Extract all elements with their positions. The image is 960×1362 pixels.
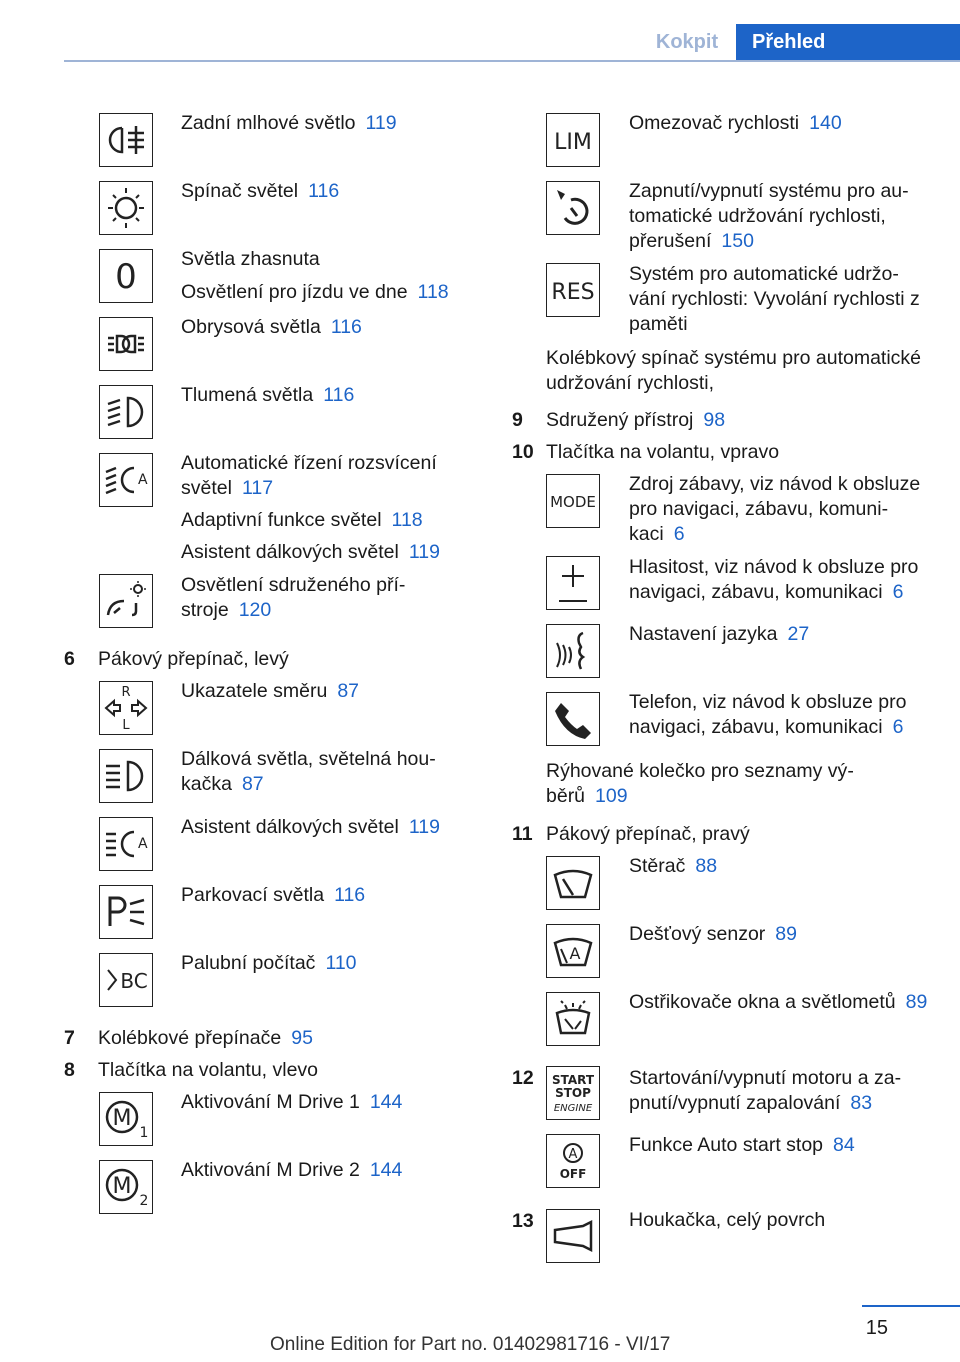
page-number: 15	[865, 1317, 888, 1339]
entry-horn: Houkačka, celý povrch	[629, 1209, 826, 1231]
speed-limiter-icon	[546, 113, 600, 167]
header-divider	[64, 60, 960, 62]
high-beam-assist-icon	[99, 817, 153, 871]
auto-headlight-icon	[99, 453, 153, 507]
entry-rear-fog: Zadní mlhové světlo 119	[181, 112, 397, 134]
entry-auto-headlight: Automatické řízení rozsvícení světel 117	[181, 452, 437, 499]
section-number: 12	[512, 1067, 534, 1089]
entry-volume: Hlasitost, viz návod k obsluze pro navigaci, zábavu, komunikaci 6	[629, 556, 919, 603]
page-ref[interactable]: 87	[241, 773, 264, 795]
entry-start-stop: Startování/vypnutí motoru a zapnutí/vypnutí zapalování 83	[629, 1067, 902, 1114]
page-ref[interactable]: 119	[365, 112, 397, 134]
page-ref[interactable]: 95	[291, 1027, 313, 1049]
rain-sensor-icon	[546, 924, 600, 978]
page-ref[interactable]: 140	[809, 112, 842, 134]
svg-text:MODE: MODE	[550, 493, 596, 511]
svg-text:STOP: STOP	[555, 1086, 591, 1100]
rear-fog-light-icon	[99, 113, 153, 167]
entry-lights-off: Světla zhasnuta	[181, 248, 320, 270]
page-ref[interactable]: 6	[892, 716, 904, 738]
page-ref[interactable]: 120	[238, 599, 272, 621]
entry-wiper: Stěrač 88	[629, 855, 718, 877]
svg-text:A: A	[138, 472, 148, 488]
cruise-control-icon	[546, 181, 600, 235]
page-ref[interactable]: 144	[369, 1159, 403, 1181]
board-computer-icon	[99, 953, 153, 1007]
start-stop-icon	[546, 1066, 600, 1120]
entry-thumbwheel: Rýhované kolečko pro seznamy výběrů 109	[546, 760, 854, 807]
light-switch-icon	[99, 181, 153, 235]
page-ref[interactable]: 116	[323, 384, 355, 406]
page-ref[interactable]: 6	[892, 581, 904, 603]
phone-icon	[546, 692, 600, 746]
svg-text:START: START	[551, 1073, 595, 1087]
page-ref[interactable]: 109	[595, 785, 628, 807]
entry-parking-lights-2: Parkovací světla 116	[181, 884, 366, 906]
page-ref[interactable]: 89	[775, 923, 797, 945]
page-ref[interactable]: 119	[408, 541, 440, 563]
section-title-rocker-switches: Kolébkové přepínače 95	[98, 1027, 313, 1049]
section-number: 9	[512, 409, 523, 431]
svg-text:A: A	[138, 836, 148, 852]
voice-command-icon	[546, 624, 600, 678]
mode-icon	[546, 474, 600, 528]
page-ref[interactable]: 116	[308, 180, 340, 202]
page-ref[interactable]: 89	[905, 991, 928, 1013]
entry-turn-signals: Ukazatele směru 87	[181, 680, 360, 702]
entry-daytime-lights: Osvětlení pro jízdu ve dne 118	[181, 281, 449, 303]
m-drive-1-icon	[99, 1092, 153, 1146]
entry-cruise-control: Zapnutí/vypnutí systému pro automatické udržování rychlosti, přerušení 150	[629, 180, 909, 252]
svg-text:M: M	[112, 1106, 132, 1131]
edition-note: Online Edition for Part no. 01402981716 - VI/17	[270, 1334, 671, 1355]
page-ref[interactable]: 83	[850, 1092, 873, 1114]
page-ref[interactable]: 117	[241, 477, 274, 499]
section-title-left-wheel-buttons: Tlačítka na volantu, vlevo	[98, 1059, 319, 1081]
header-nav	[638, 24, 960, 61]
page-ref[interactable]: 98	[703, 409, 726, 431]
entry-entertainment-source: Zdroj zábavy, viz návod k obsluze pro navigaci, zábavu, komunikaci 6	[629, 473, 921, 545]
svg-text:0: 0	[115, 257, 137, 297]
page-ref[interactable]: 116	[334, 884, 366, 906]
page-ref[interactable]: 88	[695, 855, 718, 877]
entry-instrument-lighting: Osvětlení sdruženého přístroje 120	[181, 574, 406, 621]
svg-text:A: A	[568, 1147, 578, 1162]
low-beam-icon	[99, 385, 153, 439]
svg-text:LIM: LIM	[554, 130, 592, 155]
svg-text:A: A	[569, 944, 581, 963]
entry-m-drive-2: Aktivování M Drive 2 144	[181, 1159, 403, 1181]
page-ref[interactable]: 144	[369, 1091, 403, 1113]
page-ref[interactable]: 119	[408, 816, 440, 838]
section-number: 10	[512, 441, 534, 463]
wiper-icon	[546, 856, 600, 910]
auto-start-stop-icon	[546, 1134, 600, 1188]
section-number: 11	[512, 823, 533, 845]
section-number: 13	[512, 1210, 534, 1232]
page-ref[interactable]: 118	[417, 281, 449, 303]
entry-auto-start-stop: Funkce Auto start stop 84	[629, 1134, 855, 1156]
tab-prehled[interactable]: Přehled	[736, 24, 960, 61]
footer-divider	[862, 1305, 960, 1307]
page-ref[interactable]: 27	[787, 623, 810, 645]
high-beam-icon	[99, 749, 153, 803]
page-ref[interactable]: 110	[325, 952, 357, 974]
entry-speed-limiter: Omezovač rychlosti 140	[629, 112, 842, 134]
entry-voice-command: Nastavení jazyka 27	[629, 623, 810, 645]
section-number: 8	[64, 1059, 75, 1081]
horn-icon	[546, 1209, 600, 1263]
page-ref[interactable]: 116	[330, 316, 362, 338]
washer-icon	[546, 992, 600, 1046]
entry-m-drive-1: Aktivování M Drive 1 144	[181, 1091, 403, 1113]
svg-text:ENGINE: ENGINE	[553, 1103, 593, 1114]
svg-text:BC: BC	[120, 969, 148, 993]
page-ref[interactable]: 150	[721, 230, 754, 252]
section-title-right-lever: Pákový přepínač, pravý	[546, 823, 750, 845]
page-ref[interactable]: 118	[391, 509, 423, 531]
section-title-right-wheel-buttons: Tlačítka na volantu, vpravo	[546, 441, 780, 463]
page-ref[interactable]: 87	[337, 680, 360, 702]
section-title-instrument-cluster: Sdružený přístroj 98	[546, 409, 726, 431]
page-ref[interactable]: 6	[673, 523, 685, 545]
entry-high-beam: Dálková světla, světelná houkačka 87	[181, 748, 436, 795]
section-title-left-lever: Pákový přepínač, levý	[98, 648, 289, 670]
volume-icon	[546, 556, 600, 610]
svg-text:R: R	[121, 685, 131, 700]
section-number: 6	[64, 648, 75, 670]
entry-resume: Systém pro automatické udržování rychlosti: Vyvolání rychlosti z paměti	[629, 263, 920, 335]
svg-text:M: M	[112, 1174, 132, 1199]
section-number: 7	[64, 1027, 75, 1049]
parking-position-lights-icon	[99, 317, 153, 371]
lights-off-icon	[99, 249, 153, 303]
tab-kokpit[interactable]: Kokpit	[655, 31, 719, 53]
parking-lights-icon	[99, 885, 153, 939]
entry-adaptive-light: Adaptivní funkce světel 118	[181, 509, 423, 531]
entry-light-switch: Spínač světel 116	[181, 180, 340, 202]
resume-icon	[546, 263, 600, 317]
entry-rain-sensor: Dešťový senzor 89	[629, 923, 797, 945]
entry-board-computer: Palubní počítač 110	[181, 952, 357, 974]
instrument-lighting-icon	[99, 574, 153, 628]
entry-low-beam: Tlumená světla 116	[181, 384, 355, 406]
page-ref[interactable]: 84	[833, 1134, 855, 1156]
turn-signal-icon	[99, 681, 153, 735]
entry-parking-lights: Obrysová světla 116	[181, 316, 362, 338]
entry-high-beam-assist: Asistent dálkových světel 119	[181, 541, 440, 563]
entry-phone: Telefon, viz návod k obsluze pro navigaci, zábavu, komunikaci 6	[629, 691, 907, 738]
svg-text:2: 2	[139, 1193, 149, 1209]
entry-washer: Ostřikovače okna a světlometů 89	[629, 991, 928, 1013]
svg-text:RES: RES	[551, 280, 595, 305]
svg-text:OFF: OFF	[559, 1167, 587, 1181]
svg-text:L: L	[122, 718, 130, 733]
entry-high-beam-assist-2: Asistent dálkových světel 119	[181, 816, 440, 838]
m-drive-2-icon	[99, 1160, 153, 1214]
entry-cruise-rocker: Kolébkový spínač systému pro automatické udržování rychlosti,	[546, 347, 922, 394]
svg-text:1: 1	[139, 1125, 149, 1141]
